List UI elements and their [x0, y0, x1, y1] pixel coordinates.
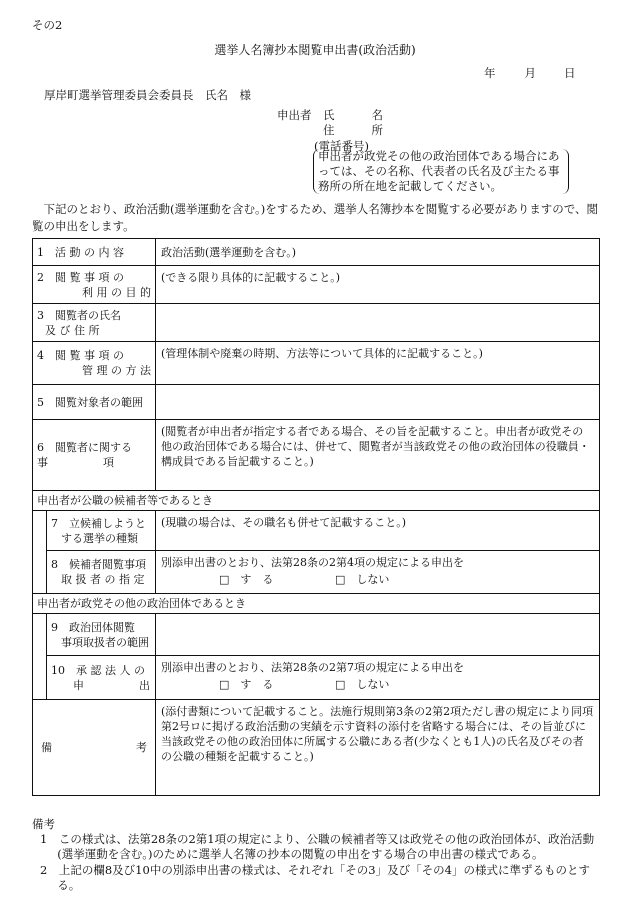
row4-content[interactable]: (管理体制や廃棄の時期、方法等について具体的に記載すること。): [156, 342, 600, 385]
row9-label: 9 政治団体閲覧 事項取扱者の範囲: [47, 614, 156, 656]
notes-heading: 備考: [32, 817, 55, 831]
row7-label: 7 立候補しようと する選挙の種類: [47, 511, 156, 551]
applicant-lead: 申出者: [277, 108, 312, 122]
indent-cell: [33, 614, 47, 656]
row3-content[interactable]: [156, 304, 600, 342]
table-row: [33, 304, 600, 342]
row6-label: 6 閲覧者に関する 事 項: [33, 420, 156, 491]
indent-cell: [33, 511, 47, 551]
row8-checkbox-yes[interactable]: □ す る: [219, 573, 274, 586]
table-row: [33, 239, 600, 266]
row2-label: 2 閲 覧 事 項 の 利 用 の 目 的: [33, 266, 156, 304]
table-row: [33, 420, 600, 491]
row8-content: [156, 551, 600, 594]
row10-content: [156, 656, 600, 700]
row8-label: 8 候補者閲覧事項 取 扱 者 の 指 定: [47, 551, 156, 594]
row2-content[interactable]: (できる限り具体的に記載すること。): [156, 266, 600, 304]
form-id: その2: [32, 18, 63, 32]
addressee: 厚岸町選挙管理委員会委員長 氏名 様: [44, 88, 251, 102]
row5-content[interactable]: [156, 385, 600, 420]
row10-checkbox-yes[interactable]: □ す る: [219, 678, 274, 691]
date-month: 月: [524, 66, 536, 80]
address-char-b: 所: [371, 123, 383, 137]
applicant-name-label: [323, 108, 383, 123]
row4-label: 4 閲 覧 事 項 の 管 理 の 方 法: [33, 342, 156, 385]
row6-content[interactable]: (閲覧者が申出者が指定する者である場合、その旨を記載すること。申出者が政党その他の政治団体である場合には、併せて、閲覧者が当該政党その他の政治団体の役職員・構成員である旨記載すること。): [156, 420, 600, 491]
row10-checkbox-no[interactable]: □ しない: [335, 678, 390, 691]
row9-content[interactable]: [156, 614, 600, 656]
indent-cell: [33, 551, 47, 594]
remarks-label: [33, 700, 156, 796]
applicant-phone-label: (電話番号): [314, 139, 369, 153]
table-row: [33, 656, 600, 700]
table-row: [33, 551, 600, 594]
date-day: 日: [564, 66, 576, 80]
note-1: 1 この様式は、法第28条の2第1項の規定により、公職の候補者等又は政党その他の政治団体が、政治活動(選挙運動を含む。)のために選挙人名簿の抄本の閲覧の申出をする場合の申出書の様式である。: [40, 832, 595, 861]
table-row: [33, 594, 600, 614]
intro-paragraph: 下記のとおり、政治活動(選挙運動を含む。)をするため、選挙人名簿抄本を閲覧する必要がありますので、閲覧の申出をします。: [32, 202, 599, 233]
date-year: 年: [484, 66, 496, 80]
table-row: [33, 614, 600, 656]
table-row: [33, 700, 600, 796]
row7-content[interactable]: (現職の場合は、その職名も併せて記載すること。): [156, 511, 600, 551]
table-row: [33, 385, 600, 420]
row10-label: 10 承 認 法 人 の 申 出: [47, 656, 156, 700]
table-row: [33, 491, 600, 511]
row1-content[interactable]: 政治活動(選挙運動を含む。): [156, 239, 600, 266]
remarks-content[interactable]: (添付書類について記載すること。法施行規則第3条の2第2項ただし書の規定により同項第2号ロに掲げる政治活動の実績を示す資料の添付を省略する場合には、その旨並びに当該政党その他の政治団体に所属する公職にある者(少なくとも1人)の氏名及びその者の公職の種類を記載すること。): [156, 700, 600, 796]
applicant-bracket-note: 申出者が政党その他の政治団体である場合にあっては、その名称、代表者の氏名及び主たる事務所の所在地を記載してください。: [313, 149, 569, 194]
name-char-b: 名: [371, 108, 383, 122]
table-row: [33, 511, 600, 551]
row8-options: [161, 572, 594, 587]
table-row: [33, 266, 600, 304]
table-row: [33, 342, 600, 385]
section-candidate: 申出者が公職の候補者等であるとき: [33, 491, 600, 511]
indent-cell: [33, 656, 47, 700]
row3-label: 3 閲覧者の氏名 及 び 住 所: [33, 304, 156, 342]
note-2: 2 上記の欄8及び10中の別添申出書の様式は、それぞれ「その3」及び「その4」の様式に準ずるものとする。: [40, 863, 590, 892]
row8-checkbox-no[interactable]: □ しない: [335, 573, 390, 586]
application-table: [32, 238, 600, 796]
date-line: [484, 66, 576, 81]
address-char-a: 住: [323, 123, 335, 137]
row1-label: 1 活 動 の 内 容: [33, 239, 156, 266]
document-title: 選挙人名簿抄本閲覧申出書(政治活動): [214, 43, 416, 57]
remarks-char-b: 考: [136, 741, 147, 754]
row10-text: 別添申出書のとおり、法第28条の2第7項の規定による申出を: [161, 661, 464, 674]
section-party: 申出者が政党その他の政治団体であるとき: [33, 594, 600, 614]
name-char-a: 氏: [323, 108, 335, 122]
row5-label: 5 閲覧対象者の範囲: [33, 385, 156, 420]
remarks-char-a: 備: [41, 741, 52, 754]
row8-text: 別添申出書のとおり、法第28条の2第4項の規定による申出を: [161, 556, 464, 569]
row10-options: [161, 677, 594, 692]
applicant-address-label: [323, 123, 383, 138]
